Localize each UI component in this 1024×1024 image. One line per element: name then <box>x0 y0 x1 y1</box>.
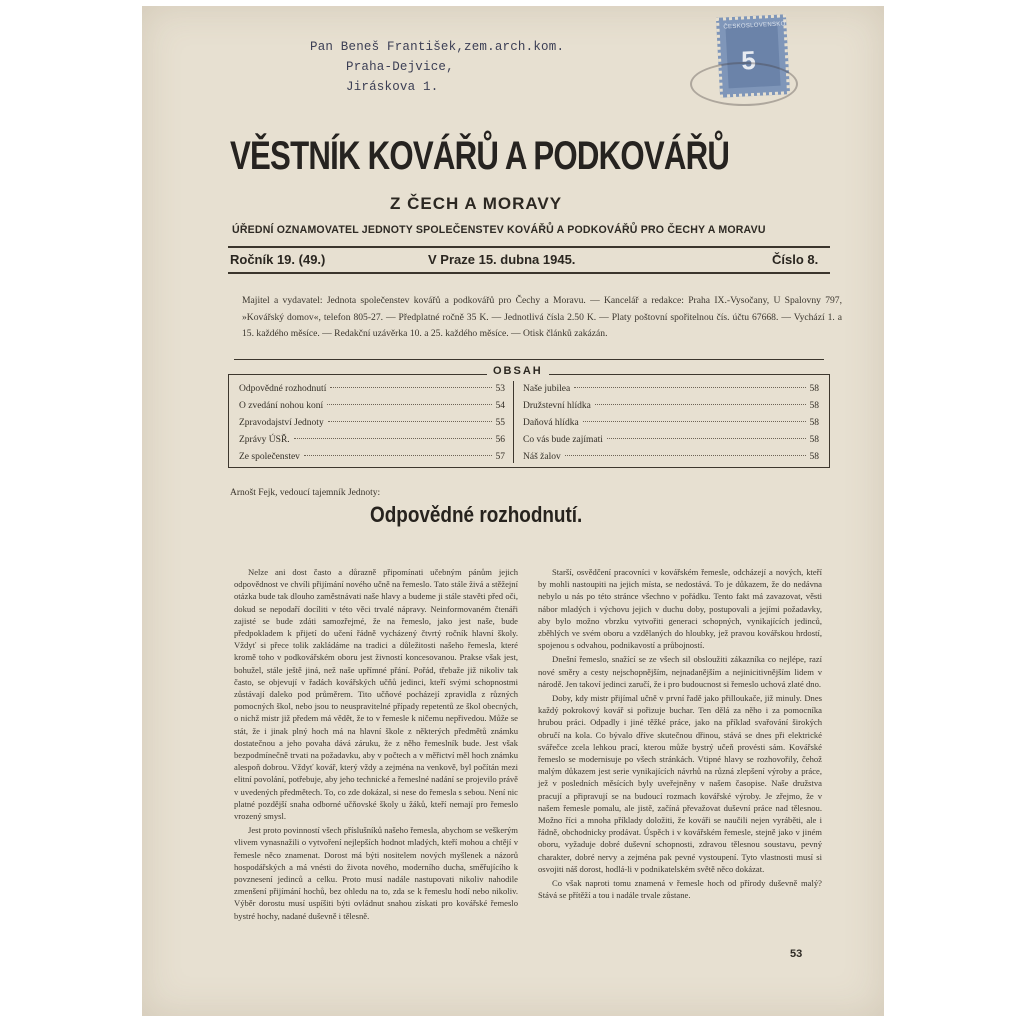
stamp-value: 5 <box>740 44 757 76</box>
page-number: 53 <box>790 948 803 960</box>
address-line-2: Praha-Dejvice, <box>346 60 454 74</box>
masthead-info: Majitel a vydavatel: Jednota společenstev kovářů a podkovářů pro Čechy a Moravu. — Kancelář a redakce: Praha IX.-Vysočany, U Spalovny 797, »Kovářský domov«, telefon 805-27. — Předplatné ročně 35 K. — Jednotlivá čísla 2.50 K. — Platy poštovní spořitelnou čís. účtu 67668. — Vychází 1. a 15. každého měsíce. — Redakční uzávěrka 10. a 25. každého měsíce. — Otisk článků zakázán. <box>242 295 842 339</box>
article-paragraph: Dnešní řemeslo, snažící se ze všech sil obsloužiti zákazníka co nejlépe, razí nové směry a cesty nejschopnějším, nejnadanějším a nejinicitivnějším lidem v národě. Jen takoví jedinci zaručí, že i pro budoucnost si řemeslo uchová zlaté dno. <box>538 654 822 689</box>
toc-item: Družstevní hlídka 58 <box>523 400 819 411</box>
issue-volume: Ročník 19. (49.) <box>230 252 326 267</box>
article-paragraph: Co však naproti tomu znamená v řemesle hoch od přírody duševně malý? Stává se přítěží a tou i nadále trvale zůstane. <box>538 878 822 901</box>
issue-number: Číslo 8. <box>772 252 819 267</box>
address-line-1: Pan Beneš František,zem.arch.kom. <box>310 40 565 54</box>
header-rule-bottom <box>228 272 830 274</box>
masthead-rule <box>234 359 824 360</box>
toc-item: Ze společenstev 57 <box>239 451 505 462</box>
article-paragraph: Starší, osvědčení pracovníci v kovářském řemesle, odcházejí a nových, kteří by mohli nastoupiti na jejich místa, se nedostává. To je důkazem, že do nedávna nebylo u nás po této stránce všechno v pořádku. Tento fakt má zavazovat, věsti nábor mladých i výchovu jejich v duchu doby, postupovali a jejími požadavky, aby bylo možno vbrzku vytvořiti generaci schopných, vynikajících jedinců, zběhlých ve svém oboru a vzdělaných do hloubky, jež pravou kovářskou hrdostí, spojenou s odvahou, podnikavostí a průbojností. <box>538 567 822 651</box>
header-rule-top <box>228 246 830 248</box>
article-column-left <box>234 566 518 922</box>
article-byline: Arnošt Fejk, vedoucí tajemník Jednoty: <box>230 488 381 498</box>
toc-item: Náš žalov 58 <box>523 451 819 462</box>
toc-item: O zvedání nohou koní 54 <box>239 400 505 411</box>
stamp-text: ČESKOSLOVENSKO <box>723 21 786 31</box>
postmark-cancellation <box>690 62 798 106</box>
issue-place-date: V Praze 15. dubna 1945. <box>428 252 576 267</box>
official-notice-line: ÚŘEDNÍ OZNAMOVATEL JEDNOTY SPOLEČENSTEV KOVÁŘŮ A PODKOVÁŘŮ PRO ČECHY A MORAVU <box>232 224 766 236</box>
article-column-right <box>538 566 822 901</box>
article-headline: Odpovědné rozhodnutí. <box>370 502 583 527</box>
table-of-contents <box>228 365 830 468</box>
toc-item: Co vás bude zajímati 58 <box>523 434 819 445</box>
toc-item: Naše jubilea 58 <box>523 383 819 394</box>
newspaper-subtitle: Z ČECH A MORAVY <box>390 194 563 213</box>
toc-label: OBSAH <box>487 365 549 377</box>
toc-item: Daňová hlídka 58 <box>523 417 819 428</box>
article-paragraph: Nelze ani dost často a důrazně připomínati učebným pánům jejich odpovědnost ve chvíli přijímání nového učně na řemeslo. Tato stále živá a stěžejní otázka bude tak dlouho zaměstnávati naše hlavy a budeme ji stále stavěti před oči, dokud se nepodaří docíliti v této věci trvalé nápravy. Neinformovaném čtenáři zajisté se bude zdáti samozřejmé, že na řemeslo, jako jest naše, bude předpokladem k přijetí do učení řádně vycházený čtvrtý ročník hlavní školy. Vždyť si přece tolik zakládáme na tradici a důležitosti našeho řemesla, které kromě toho v podkovářském oboru jest živností koncesovanou. Prakse však jest, bohužel, stále ještě jiná, než naše upřímné přání. Pořád, třebaže již nikoliv tak často, se objevují v řadách kovářských učňů jedinci, kteří svými schopnostmi zůstávají daleko pod průměrem. Tito učňové pocházejí zpravidla z různých pomocných škol, nebo jsou to neuspravitelné případy repetentů ze škol obecných, o nichž mistr již předem má vědět, že to v řemesle k ničemu nepřivedou. Může se stát, že i jinak plný hoch má na hlavní škole z některých předmětů známku dostatečnou a jeho povaha dává záruku, že z něho řemeslník bude. Jest však bezpodmínečně trvati na požadavku, aby v počtech a v měřictví měl hoch známku alespoň dobrou. Vždyť kovář, který vždy a zejména na venkově, byl počítán mezi elitní povolání, potřebuje, aby jeho technické a řemeslné nadání se projevilo právě v uvedených předmětech. To, co zde dokázal, si nese do řemesla s sebou. Není nic platné pozdější snaha odborné učňovské školy u žáků, kteří nemají pro řemeslo vrozený smysl. <box>234 567 518 822</box>
toc-column-divider <box>513 381 514 463</box>
address-line-3: Jiráskova 1. <box>346 80 439 94</box>
article-paragraph: Doby, kdy mistr přijímal učně v první řadě jako přilloukače, již minuly. Dnes každý pokrokový kovář si pořizuje buchar. Ten dělá za něho i za pomocníka hrubou práci. Odpadly i jiné těžké práce, jako na příklad svařování širokých obručí na kola. Co bývalo dříve skutečnou dřinou, stává se dnes při elektrické svářečce zcela lehkou prací, kterou může bystrý učeň provésti sám. Kovářské řemeslo se modernisuje po všech stránkách. Vtipné hlavy se rozhovořily, čehož malým důkazem jest serie vynikajících návrhů na různá zlepšení výroby a práce, jež v posledních měsících byly uveřejněny v našem časopise. Naše družstva pracují a připravují se na budoucí rozmach kovářské výroby. Je zřejmo, že v našem řemesle pomalu, ale jistě, začíná převažovat duševní práce nad tělesnou. Možno říci a mnoha příklady doložiti, že kováři se naučili nejen vyráběti, ale i řádně, obchodnicky prodávat. Úspěch i v kovářském řemesle, stejně jako v jiném oboru, vyžaduje dobré duševní schopnosti, zdravou tělesnou soustavu, pevný charakter, dobré nervy a zejména pak pevné vystoupení. Tyto vlastnosti musí si osvojiti náš dorost, hodlá-li v podnikatelském světě něco dokázat. <box>538 693 822 874</box>
article-paragraph: Jest proto povinností všech příslušníků našeho řemesla, abychom se veškerým vlivem vynasnažili o vytvoření nejlepších hodnot mladých, kteří mohou a chtějí v řemesle něco znamenat. Dorost má býti nositelem nových myšlenek a názorů hospodářských a má vnésti do života nového, moderního ducha, směřujícího k povznesení jedinců a celku. Proto musí nadále nastupovati nikoliv nahodile zmenšení přijímání hochů, bez ohledu na to, zda se k řemeslu hodí nebo nikoliv. Výběr dorostu musí uspíšiti býti ovládnut snahou získati pro kovářské řemeslo bystré hochy, nadané duševně i tělesně. <box>234 825 518 921</box>
toc-item: Zpravodajství Jednoty 55 <box>239 417 505 428</box>
newspaper-page <box>142 6 884 1016</box>
newspaper-title: VĚSTNÍK KOVÁŘŮ A PODKOVÁŘŮ <box>230 134 730 178</box>
toc-item: Zprávy ÚSŘ. 56 <box>239 434 505 445</box>
toc-item: Odpovědné rozhodnutí 53 <box>239 383 505 394</box>
